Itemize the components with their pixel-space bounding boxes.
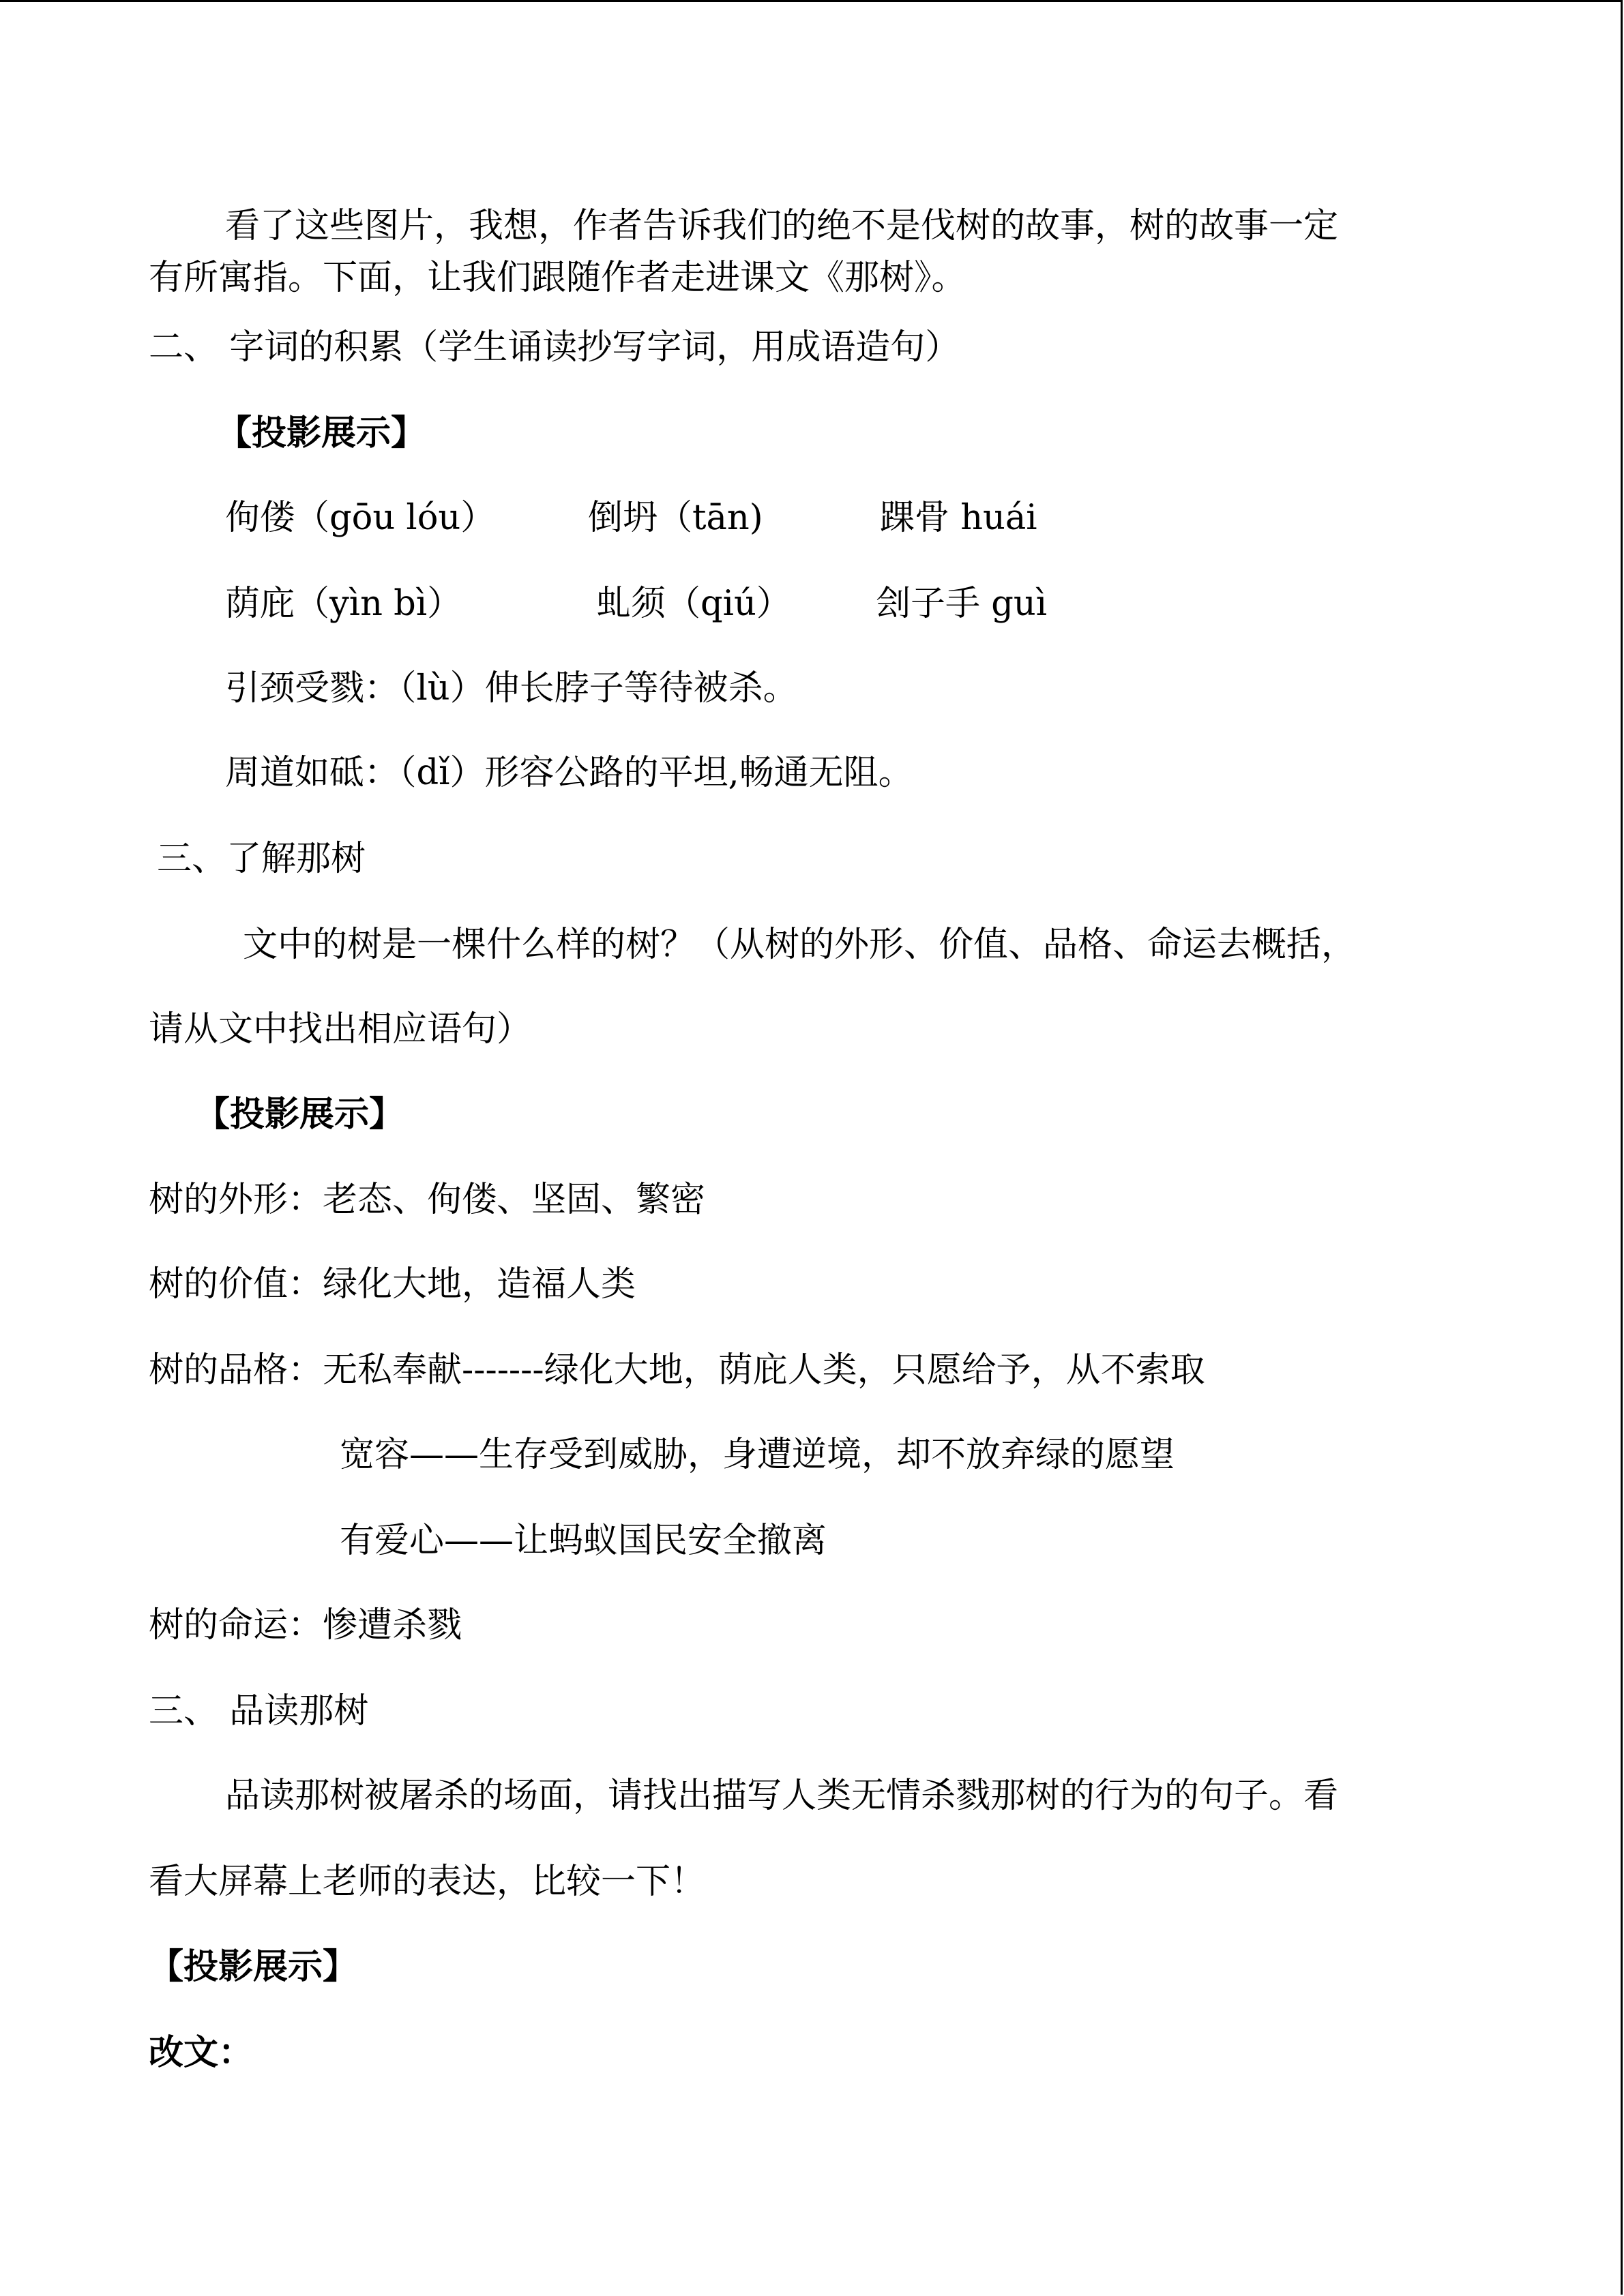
intro-line-1: 看了这些图片，我想，作者告诉我们的绝不是伐树的故事，树的故事一定 — [225, 206, 1339, 246]
vocab-item: 刽子手 guì — [876, 584, 1048, 624]
intro-line-2: 有所寓指。下面，让我们跟随作者走进课文《那树》。 — [149, 258, 966, 298]
section4-task-line-2: 看大屏幕上老师的表达，比较一下！ — [149, 1862, 706, 1902]
section4-task-line-1: 品读那树被屠杀的场面，请找出描写人类无情杀戮那树的行为的句子。看 — [225, 1776, 1339, 1816]
vocab-item: 荫庇（yìn bì） — [225, 584, 462, 624]
section3-heading: 三、了解那树 — [157, 839, 366, 879]
idiom-definition: 周道如砥：（dǐ）形容公路的平坦,畅通无阻。 — [225, 753, 913, 793]
section3-question-line-1: 文中的树是一棵什么样的树？（从树的外形、价值、品格、命运去概括， — [243, 925, 1357, 965]
tree-character-tolerance: 宽容——生存受到威胁，身遭逆境，却不放弃绿的愿望 — [340, 1435, 1175, 1475]
tree-value: 树的价值：绿化大地，造福人类 — [149, 1264, 636, 1304]
section3-projection-label: 【投影展示】 — [195, 1094, 404, 1135]
section2-heading: 二、 字词的积累（学生诵读抄写字词，用成语造句） — [149, 327, 960, 368]
tree-character: 树的品格：无私奉献-------绿化大地，荫庇人类，只愿给予，从不索取 — [149, 1350, 1205, 1390]
section2-projection-label: 【投影展示】 — [217, 413, 426, 453]
vocab-item: 踝骨 huái — [880, 498, 1037, 538]
revised-text-label: 改文： — [149, 2032, 254, 2073]
section4-heading: 三、 品读那树 — [149, 1691, 369, 1731]
idiom-definition: 引颈受戮：（lù）伸长脖子等待被杀。 — [225, 668, 798, 709]
vocab-item: 倒坍（tān) — [588, 498, 763, 538]
tree-fate: 树的命运：惨遭杀戮 — [149, 1605, 462, 1645]
section3-question-line-2: 请从文中找出相应语句） — [149, 1009, 532, 1049]
tree-shape: 树的外形：老态、佝偻、坚固、繁密 — [149, 1180, 706, 1220]
tree-character-love: 有爱心——让蚂蚁国民安全撤离 — [340, 1521, 827, 1561]
vocab-item: 虬须（qiú） — [596, 584, 791, 624]
vocab-item: 佝偻（gōu lóu） — [225, 498, 496, 538]
section4-projection-label: 【投影展示】 — [149, 1946, 358, 1987]
